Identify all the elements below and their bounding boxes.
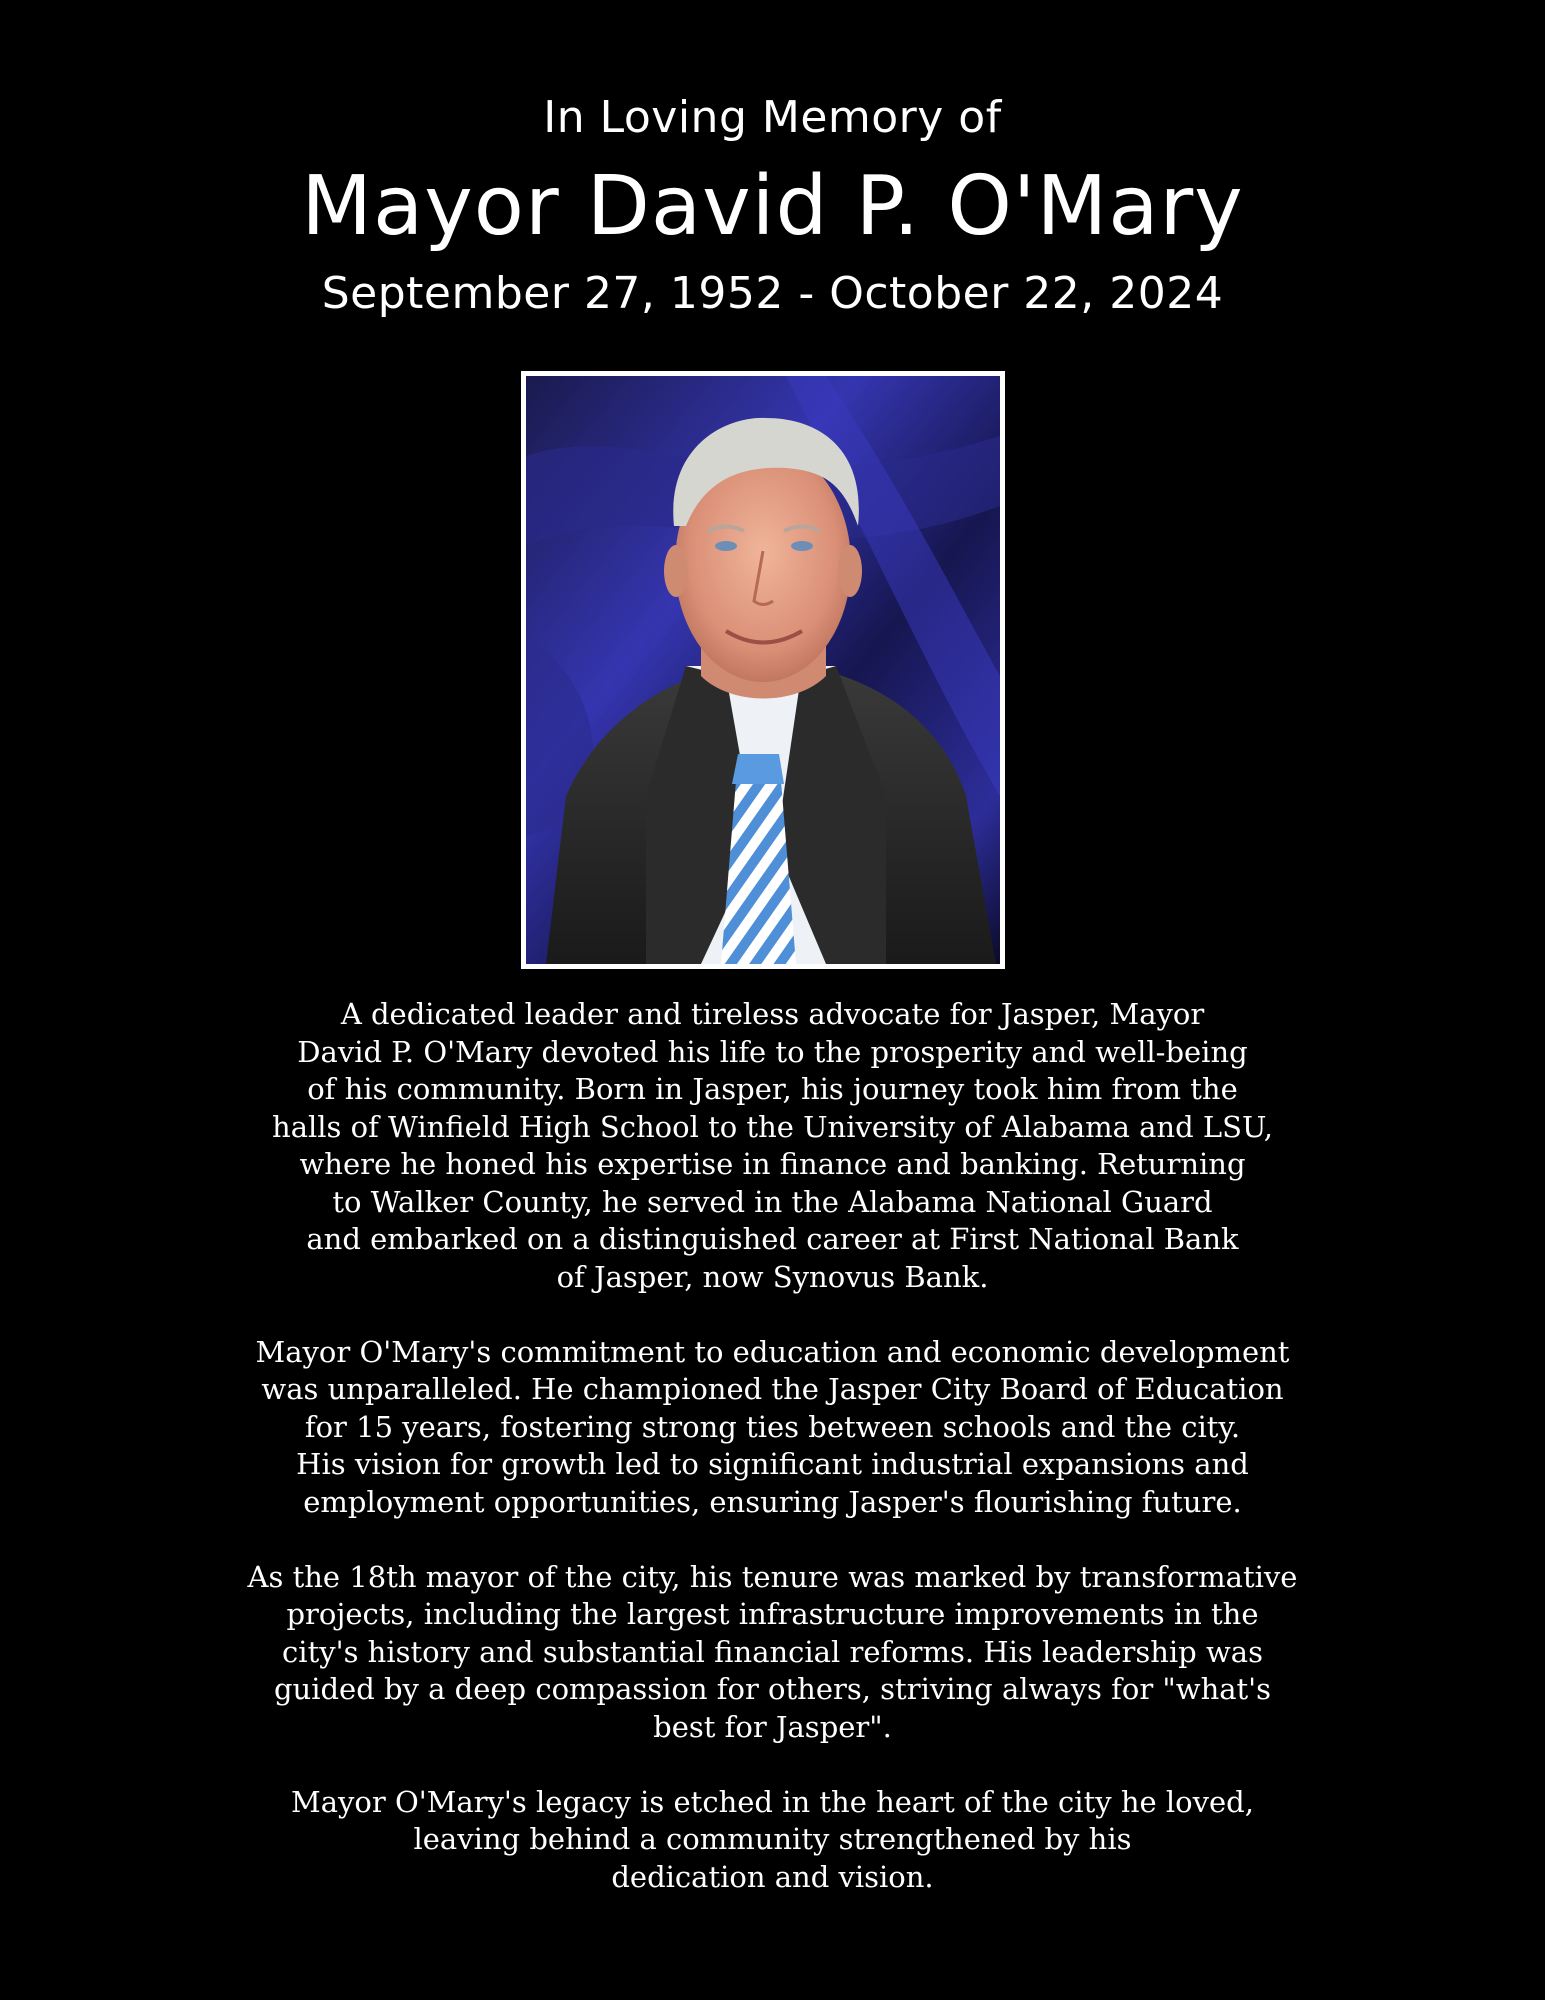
bio-paragraph-1: A dedicated leader and tireless advocate for Jasper, Mayor David P. O'Mary devoted his life to the prosperity and well-being of his community. Born in Jasper, his journey took him from the halls of Winfield High School to the University of Alabama and LSU, where he honed his expertise in finance and banking. Returning to Walker County, he served in the Alabama National Guard and embarked on a distinguished career at First National Bank of Jasper, now Synovus Bank. — [272, 997, 1273, 1294]
bio-paragraph-2: Mayor O'Mary's commitment to education and economic development was unparalleled. He championed the Jasper City Board of Education for 15 years, fostering strong ties between schools and the city. His vision for growth led to significant industrial expansions and employment opportunities, ensuring Jasper's flourishing future. — [255, 1334, 1290, 1519]
memorial-kicker: In Loving Memory of — [543, 92, 1002, 143]
bio-paragraph-3: As the 18th mayor of the city, his tenure was marked by transformative projects, including the largest infrastructure improvements in the city's history and substantial financial reforms. His leadership was guided by a deep compassion for others, striving always for "what's best for Jasper". — [247, 1559, 1298, 1744]
portrait-frame — [521, 371, 1005, 969]
life-dates: September 27, 1952 - October 22, 2024 — [321, 268, 1224, 319]
memorial-header — [0, 92, 1545, 319]
honoree-name: Mayor David P. O'Mary — [301, 159, 1244, 254]
biography — [200, 996, 1345, 1896]
portrait-image — [526, 376, 1000, 964]
bio-paragraph-4: Mayor O'Mary's legacy is etched in the heart of the city he loved, leaving behind a community strengthened by his dedication and vision. — [291, 1784, 1254, 1894]
